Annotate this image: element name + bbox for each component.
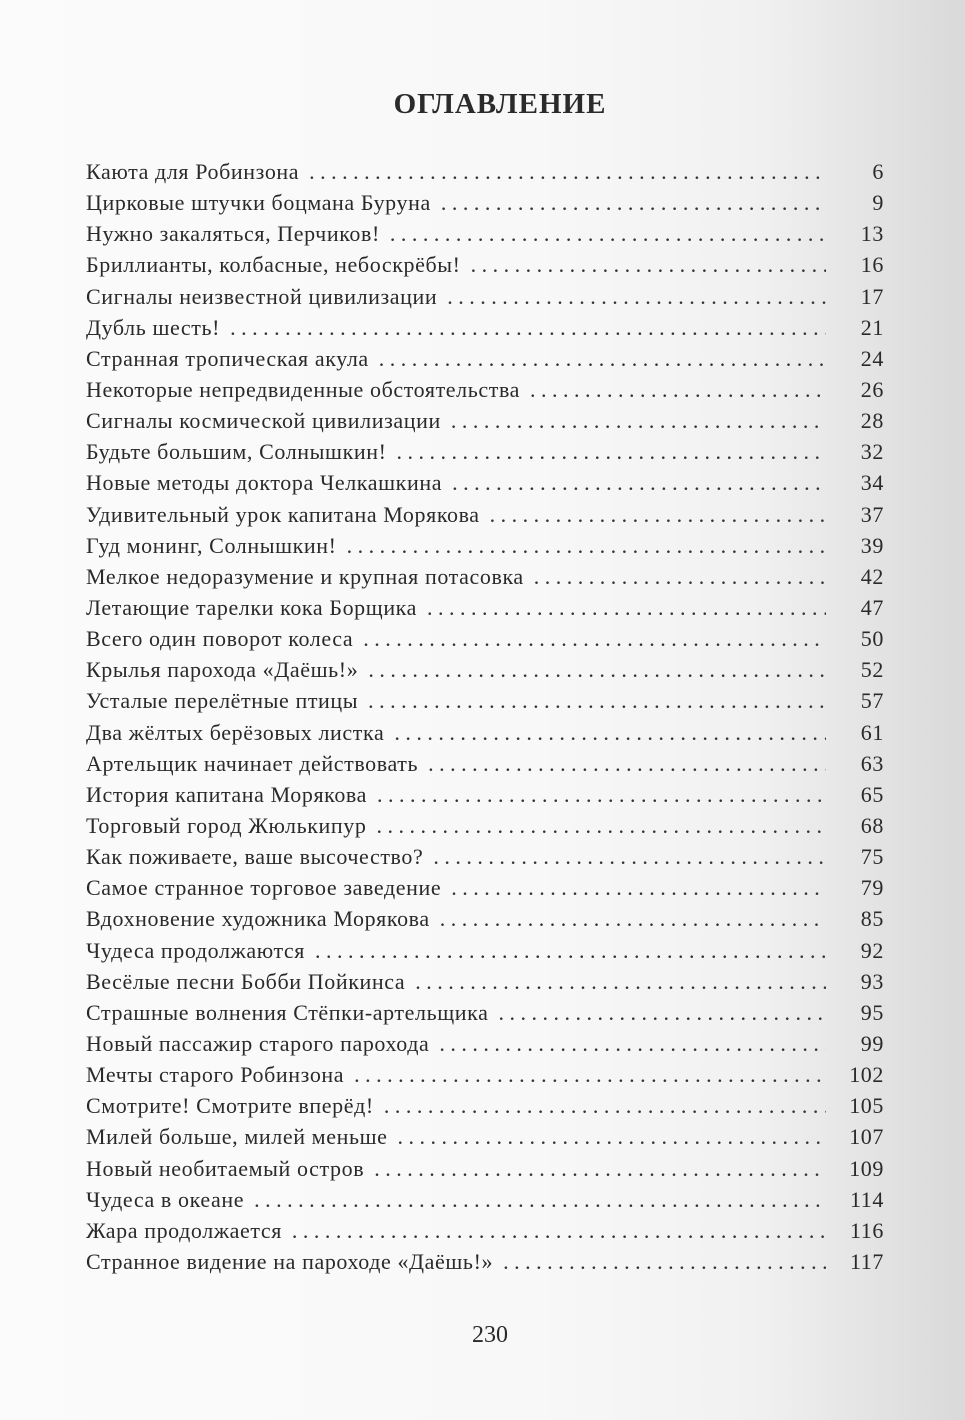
toc-entry [86, 281, 884, 312]
toc-entry-page: 50 [860, 626, 884, 652]
toc-entry [86, 218, 884, 249]
toc-entry [86, 935, 884, 966]
toc-leader-dots [441, 187, 826, 218]
toc-entry-title: Жара продолжается [86, 1217, 282, 1243]
toc-leader-dots [309, 156, 826, 187]
toc-leader-dots [376, 810, 826, 841]
toc-entry-title: Цирковые штучки боцмана Буруна [86, 190, 431, 216]
toc-leader-dots [254, 1184, 826, 1215]
toc-entry [86, 1246, 884, 1277]
toc-entry-title: Новый необитаемый остров [86, 1155, 365, 1181]
toc-entry-page: 102 [849, 1062, 884, 1088]
toc-entry-page: 39 [860, 532, 884, 558]
toc-entry [86, 903, 884, 934]
toc-entry-title: Странная тропическая акула [86, 345, 369, 371]
toc-entry-title: Усталые перелётные птицы [86, 688, 359, 714]
toc-entry [86, 966, 884, 997]
toc-entry [86, 312, 884, 343]
toc-entry [86, 872, 884, 903]
toc-entry-title: Сигналы космической цивилизации [86, 408, 441, 434]
toc-entry-title: Новый пассажир старого парохода [86, 1030, 430, 1056]
toc-entry [86, 1090, 884, 1121]
toc-entry-page: 93 [860, 968, 884, 994]
toc-entry-page: 63 [860, 750, 884, 776]
toc-entry-title: Мелкое недоразумение и крупная потасовка [86, 563, 524, 589]
toc-entry [86, 1184, 884, 1215]
toc-leader-dots [384, 1090, 826, 1121]
toc-entry-page: 65 [860, 781, 884, 807]
toc-entry [86, 499, 884, 530]
toc-entry [86, 1215, 884, 1246]
toc-entry-page: 92 [860, 937, 884, 963]
toc-entry-page: 105 [849, 1093, 884, 1119]
toc-leader-dots [447, 281, 826, 312]
toc-entry [86, 997, 884, 1028]
toc-entry-title: Вдохновение художника Морякова [86, 906, 430, 932]
toc-leader-dots [498, 997, 826, 1028]
toc-entry-page: 117 [850, 1248, 884, 1274]
toc-entry [86, 841, 884, 872]
toc-entry-title: Страшные волнения Стёпки-артельщика [86, 999, 489, 1025]
toc-entry-title: Чудеса продолжаются [86, 937, 306, 963]
toc-entry-title: Весёлые песни Бобби Пойкинса [86, 968, 406, 994]
toc-entry [86, 1028, 884, 1059]
toc-entry-title: Торговый город Жюлькипур [86, 812, 367, 838]
toc-entry-page: 32 [860, 439, 884, 465]
toc-leader-dots [368, 654, 826, 685]
toc-leader-dots [394, 717, 826, 748]
toc-leader-dots [503, 1246, 826, 1277]
toc-entry-page: 107 [849, 1124, 884, 1150]
toc-entry [86, 779, 884, 810]
toc-entry [86, 1121, 884, 1152]
toc-entry [86, 1153, 884, 1184]
toc-leader-dots [452, 467, 826, 498]
toc-entry-page: 79 [860, 875, 884, 901]
toc-entry [86, 374, 884, 405]
toc-entry-page: 28 [860, 408, 884, 434]
toc-entry-page: 52 [860, 657, 884, 683]
toc-leader-dots [347, 530, 826, 561]
toc-entry-title: Летающие тарелки кока Борщика [86, 594, 418, 620]
toc-entry-page: 95 [860, 999, 884, 1025]
toc-entry-page: 75 [860, 844, 884, 870]
toc-entry-title: Сигналы неизвестной цивилизации [86, 283, 438, 309]
toc-entry-page: 37 [860, 501, 884, 527]
toc-leader-dots [374, 1153, 826, 1184]
toc-entry-title: Милей больше, милей меньше [86, 1124, 388, 1150]
toc-entry-title: Как поживаете, ваше высочество? [86, 844, 424, 870]
toc-entry-title: Нужно закаляться, Перчиков! [86, 221, 380, 247]
toc-heading: ОГЛАВЛЕНИЕ [393, 88, 607, 120]
toc-entry-page: 114 [850, 1186, 884, 1212]
toc-entry-page: 61 [860, 719, 884, 745]
toc-entry-page: 17 [860, 283, 884, 309]
toc-leader-dots [363, 623, 826, 654]
toc-entry-page: 21 [860, 314, 884, 340]
toc-entry-page: 109 [849, 1155, 884, 1181]
toc-entry [86, 436, 884, 467]
toc-entry-title: Самое странное торговое заведение [86, 875, 442, 901]
page-number: 230 [472, 1322, 508, 1348]
toc-entry-title: История капитана Морякова [86, 781, 367, 807]
toc-leader-dots [451, 872, 826, 903]
toc-entry-page: 116 [850, 1217, 884, 1243]
toc-entry [86, 405, 884, 436]
toc-leader-dots [315, 935, 826, 966]
toc-entry-title: Бриллианты, колбасные, небоскрёбы! [86, 252, 461, 278]
toc-entry [86, 623, 884, 654]
toc-leader-dots [530, 374, 826, 405]
toc-entry-title: Всего один поворот колеса [86, 626, 354, 652]
toc-entry-title: Странное видение на пароходе «Даёшь!» [86, 1248, 494, 1274]
toc-leader-dots [428, 748, 826, 779]
toc-entry [86, 810, 884, 841]
toc-entry-page: 6 [872, 159, 884, 184]
toc-leader-dots [230, 312, 826, 343]
toc-entry-page: 24 [860, 345, 884, 371]
toc-entry-title: Чудеса в океане [86, 1186, 245, 1212]
toc-entry-title: Два жёлтых берёзовых листка [86, 719, 385, 745]
toc-entry-title: Новые методы доктора Челкашкина [86, 470, 443, 496]
toc-entry [86, 654, 884, 685]
toc-leader-dots [377, 779, 826, 810]
toc-leader-dots [440, 903, 826, 934]
toc-leader-dots [427, 592, 826, 623]
toc-entry-title: Некоторые непредвиденные обстоятельства [86, 376, 521, 402]
toc-leader-dots [292, 1215, 826, 1246]
toc-leader-dots [379, 343, 826, 374]
table-of-contents [86, 156, 884, 1277]
toc-leader-dots [490, 499, 826, 530]
toc-entry-page: 57 [860, 688, 884, 714]
toc-leader-dots [415, 966, 826, 997]
toc-entry [86, 592, 884, 623]
toc-entry [86, 1059, 884, 1090]
toc-entry-page: 68 [860, 812, 884, 838]
toc-entry [86, 717, 884, 748]
toc-entry-page: 13 [860, 221, 884, 247]
toc-entry [86, 748, 884, 779]
toc-entry [86, 561, 884, 592]
toc-leader-dots [390, 218, 826, 249]
toc-entry-page: 9 [872, 190, 884, 216]
toc-leader-dots [354, 1059, 826, 1090]
toc-leader-dots [534, 561, 826, 592]
toc-leader-dots [471, 249, 826, 280]
toc-entry-title: Артельщик начинает действовать [86, 750, 419, 776]
toc-entry-page: 16 [860, 252, 884, 278]
toc-leader-dots [397, 1121, 826, 1152]
toc-entry-page: 26 [860, 376, 884, 402]
toc-entry-title: Гуд монинг, Солнышкин! [86, 532, 337, 558]
toc-entry-page: 42 [860, 563, 884, 589]
toc-entry-title: Мечты старого Робинзона [86, 1062, 345, 1088]
toc-entry-page: 34 [860, 470, 884, 496]
toc-entry [86, 156, 884, 187]
toc-entry-page: 99 [860, 1030, 884, 1056]
toc-entry-title: Будьте большим, Солнышкин! [86, 439, 387, 465]
toc-leader-dots [433, 841, 826, 872]
toc-leader-dots [368, 685, 826, 716]
toc-entry-title: Дубль шесть! [86, 314, 221, 340]
toc-entry [86, 467, 884, 498]
toc-entry-page: 85 [860, 906, 884, 932]
toc-entry [86, 530, 884, 561]
toc-entry-title: Смотрите! Смотрите вперёд! [86, 1093, 374, 1119]
toc-entry-page: 47 [860, 594, 884, 620]
toc-leader-dots [439, 1028, 826, 1059]
toc-entry-title: Крылья парохода «Даёшь!» [86, 657, 359, 683]
toc-entry [86, 685, 884, 716]
toc-entry [86, 187, 884, 218]
toc-entry-title: Удивительный урок капитана Морякова [86, 501, 480, 527]
toc-entry [86, 249, 884, 280]
toc-leader-dots [397, 436, 826, 467]
toc-entry-title: Каюта для Робинзона [86, 159, 300, 184]
toc-entry [86, 343, 884, 374]
toc-leader-dots [451, 405, 826, 436]
